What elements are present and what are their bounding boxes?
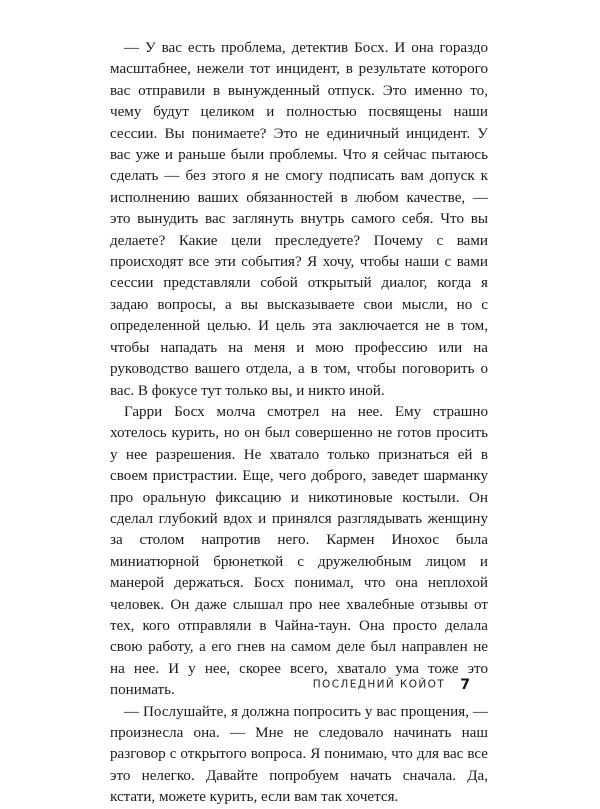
page-body	[110, 38, 488, 809]
paragraph-3: — Послушайте, я должна попросить у вас прощения, — произнесла она. — Мне не следовало начинать наш разговор с открытого вопроса. Я понимаю, что для вас все это нелегко. Давайте попробуем начать сначала. Да, кстати, можете курить, если вам так хочется.	[110, 703, 488, 806]
running-title: ПОСЛЕДНИЙ КОЙОТ	[312, 678, 446, 691]
page-number: 7	[460, 676, 470, 693]
paragraph-1: — У вас есть проблема, детектив Босх. И она гораздо масштабнее, нежели тот инцидент, в результате которого вас отправили в вынужденный отпуск. Это именно то, чему будут целиком и полностью посвящены наши сессии. Вы понимаете? Это не единичный инцидент. У вас уже и раньше были проблемы. Что я сейчас пытаюсь сделать — без этого я не смогу подписать вам допуск к исполнению ваших обязанностей в любом качестве, — это вынудить вас заглянуть внутрь самого себя. Что вы делаете? Какие цели преследуете? Почему с вами происходят все эти события? Я хочу, чтобы наши с вами сессии представляли собой открытый диалог, когда я задаю вопросы, а вы высказываете свои мысли, но с определенной целью. И цель эта заключается не в том, чтобы нападать на меня и мою профессию или на руководство вашего отдела, а в том, чтобы поговорить о вас. В фокусе тут только вы, и никто иной.	[110, 40, 488, 399]
page-footer	[110, 674, 470, 693]
paragraph-2: Гарри Босх молча смотрел на нее. Ему страшно хотелось курить, но он был совершенно не готов просить у нее разрешения. Не хватало только признаться ей в своем пристрастии. Еще, чего доброго, заведет шарманку про оральную фиксацию и никотиновые костыли. Он сделал глубокий вдох и принялся разглядывать женщину за столом напротив него. Кармен Инохос была миниатюрной брюнеткой с дружелюбным лицом и манерой держаться. Босх понимал, что она неплохой человек. Он даже слышал про нее хвалебные отзывы от тех, кого отправляли в Чайна-таун. Она просто делала свою работу, а его гнев на самом деле был направлен не на нее. И у нее, скорее всего, хватало ума тоже это понимать.	[110, 403, 488, 699]
